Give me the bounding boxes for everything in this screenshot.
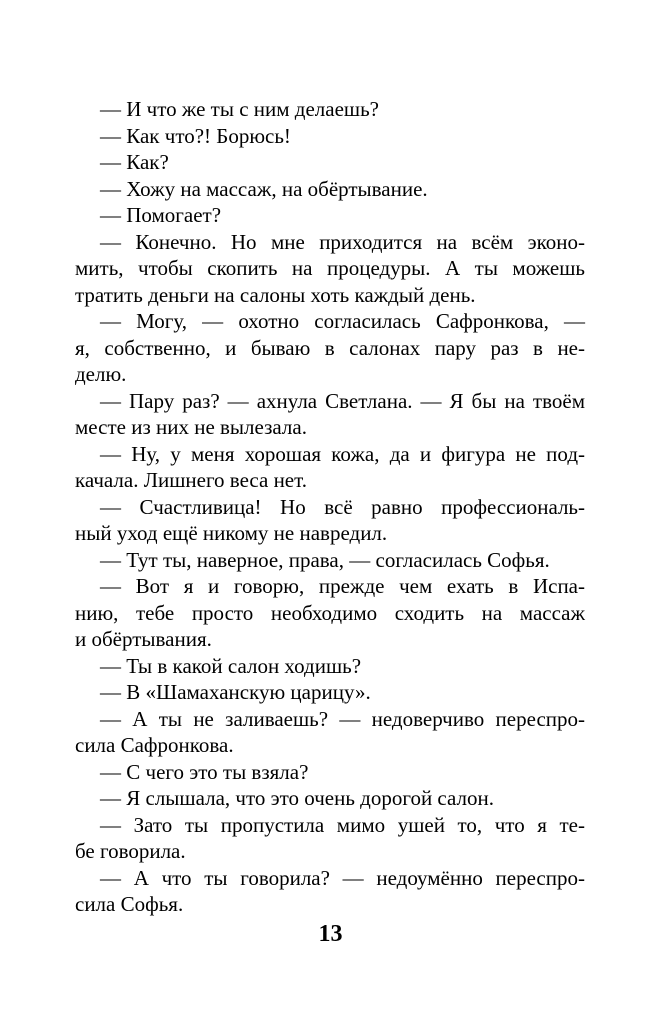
text-line: сила Сафронкова. [75,733,234,757]
page-number: 13 [318,921,343,947]
text-line: — Как что?! Борюсь! [100,123,291,148]
text-line: я, собственно, и бываю в салонах пару раз в не- [75,335,585,360]
body-text [75,96,585,918]
text-line: — Ты в какой салон ходишь? [100,653,362,678]
text-line: нию, тебе просто необходимо сходить на массаж [75,600,585,625]
text-line: — Тут ты, наверное, права, — согласилась Софья. [100,547,550,572]
text-line: — Могу, — охотно согласилась Сафронкова, — [100,309,585,333]
text-line: — Пару раз? — ахнула Светлана. — Я бы на твоём [100,388,585,413]
text-line: — А что ты говорила? — недоумённо переспро- [100,865,585,890]
text-line: — Конечно. Но мне приходится на всём эконо- [100,229,585,254]
text-line: мить, чтобы скопить на процедуры. А ты можешь [75,256,585,280]
text-line: — Хожу на массаж, на обёртывание. [100,176,428,201]
text-line: — Я слышала, что это очень дорогой салон. [100,786,494,810]
text-line: сила Софья. [75,892,184,916]
text-line: — Помогает? [100,203,222,227]
text-line: — А ты не заливаешь? — недоверчиво переспро- [100,706,585,731]
text-line: — С чего это ты взяла? [100,759,309,784]
text-line: делю. [75,362,127,386]
text-line: бе говорила. [75,839,186,863]
text-line: — Вот я и говорю, прежде чем ехать в Испа- [100,574,585,598]
text-line: — Зато ты пропустила мимо ушей то, что я те- [100,812,585,837]
text-line: — Ну, у меня хорошая кожа, да и фигура не под- [100,441,585,466]
text-line: и обёртывания. [75,627,212,651]
text-line: — Счастливица! Но всё равно профессиональ- [100,494,585,519]
text-line: — В «Шамаханскую царицу». [100,680,371,704]
text-line: — И что же ты с ним делаешь? [100,97,379,121]
text-line: месте из них не вылезала. [75,415,307,439]
text-line: тратить деньги на салоны хоть каждый день. [75,282,476,307]
text-line: — Как? [100,150,169,174]
text-line: качала. Лишнего веса нет. [75,468,307,492]
text-line: ный уход ещё никому не навредил. [75,521,388,545]
